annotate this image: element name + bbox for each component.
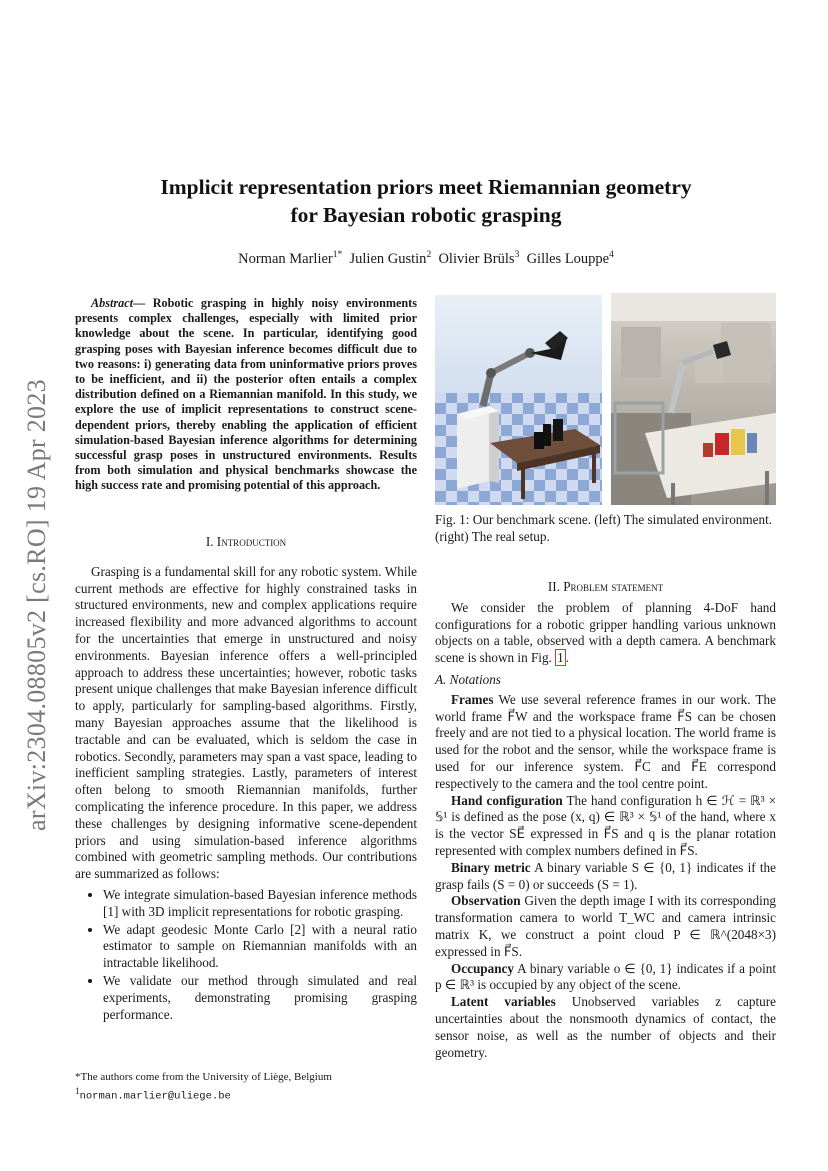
arxiv-stamp	[14, 360, 60, 850]
notation-term: Frames	[451, 691, 494, 707]
notation-term: Hand configuration	[451, 792, 563, 808]
author-1-sup: 1*	[332, 250, 343, 260]
notation-term: Occupancy	[451, 960, 515, 976]
abstract	[75, 296, 417, 494]
figure-1	[435, 293, 776, 505]
author-2: Julien Gustin	[349, 250, 427, 267]
notations-subheading: A. Notations	[435, 671, 501, 687]
notation-binary-metric	[435, 860, 776, 894]
notation-text: A binary variable o ∈ {0, 1} indicates if a point p ∈ ℝ³ is occupied by any object of the scene.	[435, 960, 776, 993]
contribution-item: • We adapt geodesic Monte Carlo [2] with a neural ratio estimator to sample on Riemannian manifolds with an intractable likelihood.	[103, 922, 417, 972]
notation-hand-configuration	[435, 793, 776, 860]
notation-occupancy	[435, 961, 776, 995]
problem-intro-end: .	[565, 650, 570, 666]
notation-text: We use several reference frames in our work. The world frame F⃗W and the workspace frame F⃗S can be chosen freely and are not tied to a physical location. The world frame is used for the robot and the sensor, while the workspace frame is used for our inference system. F⃗C and F⃗E correspond respectively to the camera and the tool centre point.	[435, 691, 777, 791]
footnote-affiliation: *The authors come from the University of Liège, Belgium	[75, 1071, 332, 1083]
abstract-label: Abstract	[91, 296, 133, 310]
author-list	[80, 250, 772, 268]
footnote-email-line	[75, 1084, 417, 1104]
introduction-section	[75, 534, 417, 1024]
intro-heading: I. Introduction	[205, 534, 287, 549]
footnote-email-sup: 1	[75, 1086, 80, 1096]
real-setup-image	[611, 293, 776, 505]
fig-ref-link[interactable]: 1	[557, 650, 564, 666]
notation-observation	[435, 893, 776, 960]
notation-text: A binary variable S ∈ {0, 1} indicates if the grasp fails (S = 0) or succeeds (S = 1).	[435, 859, 776, 892]
problem-intro-paragraph	[435, 600, 776, 667]
intro-paragraph: Grasping is a fundamental skill for any robotic system. While current methods are effective for highly constrained tasks in structured environments, new and complex applications require increased flexibility and more advanced algorithms to account for the uncertainties that emerge in unstructured and noisy environments. Bayesian inference offers a well-principled approach to address these uncertainties; however, robotic tasks present unique challenges that make Bayesian inference difficult to apply, particularly for sampling-based algorithms. Firstly, many Bayesian approaches assume that the likelihood is tractable and can be evaluated, which is seldom the case in robotics. Secondly, parameters may span a vast space, leading to inefficient sampling strategies. Lastly, parameters of interest often belong to smooth Riemannian manifolds, further complicating the inference procedure. In this paper, we address these challenges by designing informative scene-dependent priors and using simulation-based inference algorithms combined with geometric sampling methods. Our contributions are summarized as follows:	[75, 563, 417, 882]
notation-text: Unobserved variables z capture uncertainties about the nonsmooth dynamics of contact, the sensor noise, as well as the number of objects and their geometry.	[435, 994, 776, 1060]
arxiv-id: arXiv:2304.08805v2 [cs.RO] 19 Apr 2023	[22, 379, 51, 831]
author-1: Norman Marlier	[238, 250, 333, 267]
figure-1-caption: Fig. 1: Our benchmark scene. (left) The simulated environment. (right) The real setup.	[435, 512, 773, 544]
notation-latent-variables	[435, 994, 776, 1061]
author-2-sup: 2	[426, 250, 432, 260]
problem-intro-text: We consider the problem of planning 4-DoF hand configurations for a robotic gripper handling various unknown objects on a table, observed with a depth camera. A benchmark scene is shown in Fig.	[435, 599, 776, 666]
author-3-sup: 3	[514, 250, 520, 260]
notation-text: The hand configuration h ∈ ℋ = ℝ³ × 𝕊¹ is defined as the pose (x, q) ∈ ℝ³ × 𝕊¹ of the hand, where x is the vector SE⃗ expressed in F⃗S and q is the planar rotation represented with complex numbers defined in F⃗S.	[435, 792, 777, 858]
problem-section	[435, 579, 776, 1061]
notation-frames	[435, 692, 776, 793]
author-4: Gilles Louppe	[526, 250, 610, 267]
notation-term: Latent variables	[451, 994, 556, 1010]
author-3: Olivier Brüls	[438, 250, 515, 267]
notation-text: Given the depth image I with its corresponding transformation camera to world T_WC and camera intrinsic matrix K, we construct a point cloud P ∈ ℝ^(2048×3) expressed in F⃗S.	[435, 893, 777, 959]
author-4-sup: 4	[609, 250, 614, 260]
footnote-email: norman.marlier@uliege.be	[79, 1090, 231, 1103]
footnotes	[75, 1070, 417, 1104]
title-line-1: Implicit representation priors meet Riemannian geometry	[160, 175, 692, 199]
notation-term: Observation	[451, 893, 521, 909]
contribution-item: • We integrate simulation-based Bayesian inference methods [1] with 3D implicit representations for robotic grasping.	[103, 887, 417, 921]
problem-heading: II. Problem statement	[547, 579, 664, 594]
contribution-list	[75, 887, 417, 1023]
abstract-text: — Robotic grasping in highly noisy environments presents complex challenges, especially with limited prior knowledge about the scene. In particular, identifying good grasping poses with Bayesian inference becomes difficult due to two reasons: i) generating data from uninformative priors proves to be inefficient, and ii) the posterior often entails a complex distribution defined on a Riemannian manifold. In this study, we explore the use of implicit representations to construct scene-dependent priors, thereby enabling the application of efficient simulation-based Bayesian inference algorithms for determining successful grasp poses in unstructured environments. Results from both simulation and physical benchmarks showcase the high success rate and promising potential of this approach.	[75, 296, 417, 493]
simulated-scene-image	[435, 295, 602, 505]
paper-title	[80, 173, 772, 229]
notation-term: Binary metric	[451, 859, 531, 875]
figure-1-images	[435, 293, 776, 505]
title-line-2: for Bayesian robotic grasping	[290, 203, 562, 227]
contribution-item: • We validate our method through simulated and real experiments, demonstrating promising grasping performance.	[103, 973, 417, 1023]
